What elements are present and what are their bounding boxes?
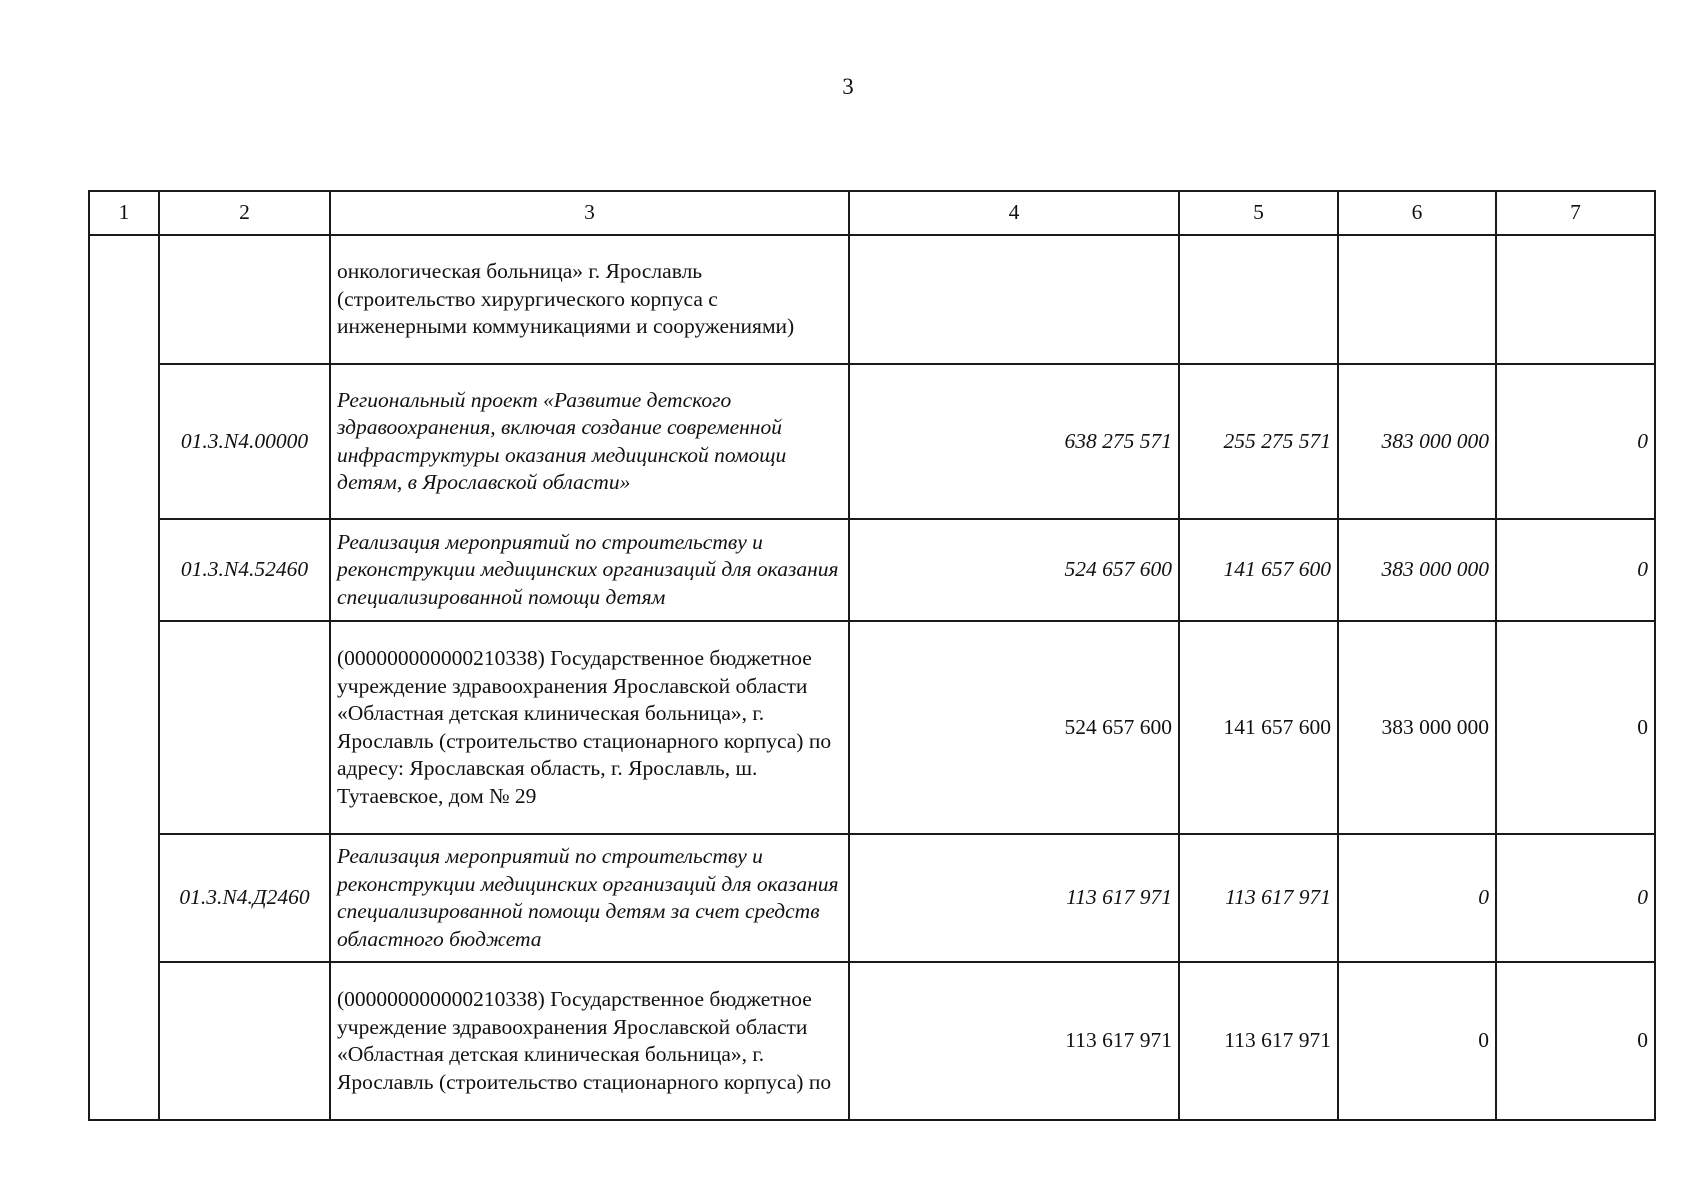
description-cell: (000000000000210338) Государственное бюджетное учреждение здравоохранения Ярославской области «Областная детская клиническая больница», г. Ярославль (строительство стационарного корпуса) по [330, 962, 849, 1120]
description-cell: (000000000000210338) Государственное бюджетное учреждение здравоохранения Ярославской области «Областная детская клиническая больница», г. Ярославль (строительство стационарного корпуса) по адресу: Ярославская область, г. Ярославль, ш. Тутаевское, дом № 29 [330, 621, 849, 834]
amount-cell-4 [849, 235, 1179, 364]
amount-cell-5: 141 657 600 [1179, 519, 1338, 621]
description-cell: Реализация мероприятий по строительству и реконструкции медицинских организаций для оказания специализированной помощи детям [330, 519, 849, 621]
amount-cell-4: 113 617 971 [849, 834, 1179, 962]
amount-cell-5: 113 617 971 [1179, 962, 1338, 1120]
table-row [89, 364, 1655, 519]
column-header-6: 6 [1338, 191, 1496, 235]
amount-cell-6: 0 [1338, 962, 1496, 1120]
amount-cell-4: 524 657 600 [849, 621, 1179, 834]
description-cell: Региональный проект «Развитие детского здравоохранения, включая создание современной инфраструктуры оказания медицинской помощи детям, в Ярославской области» [330, 364, 849, 519]
code-cell: 01.3.N4.Д2460 [159, 834, 330, 962]
amount-cell-5: 113 617 971 [1179, 834, 1338, 962]
code-cell [159, 235, 330, 364]
amount-cell-7: 0 [1496, 621, 1655, 834]
table-row [89, 621, 1655, 834]
amount-cell-4: 524 657 600 [849, 519, 1179, 621]
amount-cell-5: 255 275 571 [1179, 364, 1338, 519]
amount-cell-6: 0 [1338, 834, 1496, 962]
code-cell [159, 621, 330, 834]
column-header-7: 7 [1496, 191, 1655, 235]
code-cell: 01.3.N4.00000 [159, 364, 330, 519]
amount-cell-5 [1179, 235, 1338, 364]
description-cell: Реализация мероприятий по строительству и реконструкции медицинских организаций для оказания специализированной помощи детям за счет средств областного бюджета [330, 834, 849, 962]
amount-cell-6: 383 000 000 [1338, 364, 1496, 519]
budget-table [88, 190, 1656, 1121]
column-number-row [89, 191, 1655, 235]
amount-cell-7: 0 [1496, 519, 1655, 621]
column-header-5: 5 [1179, 191, 1338, 235]
column-header-4: 4 [849, 191, 1179, 235]
table-row [89, 834, 1655, 962]
table-row [89, 235, 1655, 364]
amount-cell-5: 141 657 600 [1179, 621, 1338, 834]
amount-cell-6 [1338, 235, 1496, 364]
column-1-cell [89, 235, 159, 1120]
column-header-2: 2 [159, 191, 330, 235]
code-cell: 01.3.N4.52460 [159, 519, 330, 621]
page-number: 3 [842, 74, 854, 99]
amount-cell-7: 0 [1496, 364, 1655, 519]
amount-cell-6: 383 000 000 [1338, 519, 1496, 621]
amount-cell-6: 383 000 000 [1338, 621, 1496, 834]
table-row [89, 962, 1655, 1120]
amount-cell-4: 638 275 571 [849, 364, 1179, 519]
column-header-1: 1 [89, 191, 159, 235]
description-cell: онкологическая больница» г. Ярославль (строительство хирургического корпуса с инженерными коммуникациями и сооружениями) [330, 235, 849, 364]
amount-cell-7 [1496, 235, 1655, 364]
amount-cell-7: 0 [1496, 962, 1655, 1120]
amount-cell-4: 113 617 971 [849, 962, 1179, 1120]
code-cell [159, 962, 330, 1120]
table-row [89, 519, 1655, 621]
amount-cell-7: 0 [1496, 834, 1655, 962]
column-header-3: 3 [330, 191, 849, 235]
